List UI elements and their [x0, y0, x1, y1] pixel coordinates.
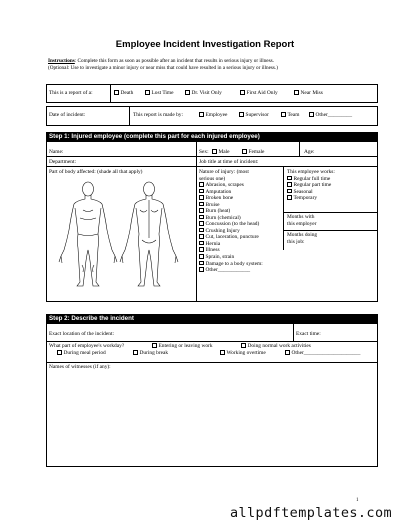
option-death[interactable]: Death	[114, 90, 133, 97]
checkbox[interactable]	[199, 247, 204, 252]
step1-header: Step 1: Injured employee (complete this part for each injured employee)	[46, 132, 378, 141]
option-overtime[interactable]: Working overtime	[220, 350, 266, 357]
age-label: Age:	[304, 149, 315, 155]
checkbox[interactable]	[199, 234, 204, 239]
body-back-figure	[120, 182, 178, 286]
option-break[interactable]: During break	[133, 350, 168, 357]
checkbox[interactable]	[199, 254, 204, 259]
months-employer-label-2: this employer	[287, 220, 317, 227]
divider	[196, 141, 197, 302]
checkbox[interactable]	[199, 195, 204, 200]
instructions-line2: (Optional: Use to investigate a minor injury or near miss that could have resulted in a serious injury or illness.)	[48, 64, 278, 71]
works-list	[287, 176, 331, 202]
workday-label: What part of employee's workday?	[49, 343, 125, 349]
injury-label-1: Nature of injury: (most	[199, 169, 249, 175]
checkbox[interactable]	[199, 215, 204, 220]
injury-option[interactable]: Burn (chemical)	[199, 215, 263, 222]
works-option[interactable]: Seasonal	[287, 189, 331, 196]
injury-option[interactable]: Bruise	[199, 202, 263, 209]
checkbox[interactable]	[240, 90, 245, 95]
injury-option[interactable]: Illness	[199, 247, 263, 254]
checkbox[interactable]	[242, 149, 247, 154]
job-title-label: Job title at time of incident:	[199, 159, 259, 165]
option-supervisor[interactable]: Supervisor	[239, 112, 269, 119]
checkbox[interactable]	[241, 343, 246, 348]
checkbox[interactable]	[199, 221, 204, 226]
checkbox[interactable]	[199, 228, 204, 233]
injury-option[interactable]: Sprain, strain	[199, 254, 263, 261]
injury-list	[199, 182, 263, 274]
divider	[283, 212, 378, 213]
checkbox[interactable]	[114, 90, 119, 95]
injury-option[interactable]: Crushing Injury	[199, 228, 263, 235]
injury-option[interactable]: Hernia	[199, 241, 263, 248]
time-label: Exact time:	[296, 331, 321, 337]
checkbox[interactable]	[185, 90, 190, 95]
report-by-label: This report is made by:	[133, 112, 184, 118]
body-diagram[interactable]	[56, 180, 186, 288]
checkbox[interactable]	[133, 350, 138, 355]
option-team[interactable]: Team	[281, 112, 299, 119]
injury-option[interactable]: Cut, laceration, puncture	[199, 234, 263, 241]
option-entering-leaving[interactable]: Entering or leaving work	[152, 343, 213, 350]
checkbox[interactable]	[287, 189, 292, 194]
checkbox[interactable]	[199, 261, 204, 266]
page-number: 1	[356, 498, 359, 503]
checkbox[interactable]	[199, 208, 204, 213]
divider	[46, 341, 378, 342]
location-label: Exact location of the incident:	[49, 331, 114, 337]
works-label: This employee works:	[287, 169, 335, 175]
instructions-label: Instructions	[48, 58, 75, 64]
divider	[46, 362, 378, 363]
option-near-miss[interactable]: Near Miss	[294, 90, 323, 97]
checkbox[interactable]	[199, 112, 204, 117]
injury-label-2: serious one)	[199, 175, 226, 182]
witnesses-label: Names of witnesses (if any):	[49, 364, 111, 370]
injury-option[interactable]: Broken bone	[199, 195, 263, 202]
divider	[299, 141, 300, 156]
divider	[46, 156, 378, 157]
option-dr-visit[interactable]: Dr. Visit Only	[185, 90, 222, 97]
body-front-figure	[59, 182, 117, 286]
injury-option[interactable]: Abrasion, scrapes	[199, 182, 263, 189]
works-option[interactable]: Regular full time	[287, 176, 331, 183]
checkbox[interactable]	[281, 112, 286, 117]
watermark: allpdftemplates.com	[229, 505, 392, 521]
months-employer-label-1: Months with	[287, 214, 315, 220]
instructions-line1: : Complete this form as soon as possible after an incident that results in serious injury or illness.	[74, 58, 274, 64]
instructions	[48, 58, 378, 71]
department-label: Department:	[49, 159, 76, 165]
option-lost-time[interactable]: Lost Time	[145, 90, 174, 97]
checkbox[interactable]	[285, 350, 290, 355]
checkbox[interactable]	[199, 241, 204, 246]
checkbox[interactable]	[152, 343, 157, 348]
step2-header: Step 2: Describe the incident	[46, 314, 378, 323]
option-other[interactable]: Other_________	[309, 112, 352, 119]
divider	[46, 166, 378, 167]
checkbox[interactable]	[287, 176, 292, 181]
months-job-label-2: this job:	[287, 238, 305, 245]
checkbox[interactable]	[309, 112, 314, 117]
option-female[interactable]: Female	[242, 149, 264, 156]
injury-option[interactable]: Burn (heat)	[199, 208, 263, 215]
option-normal-work[interactable]: Doing normal work activities	[241, 343, 311, 350]
checkbox[interactable]	[57, 350, 62, 355]
checkbox[interactable]	[287, 195, 292, 200]
checkbox[interactable]	[199, 189, 204, 194]
option-first-aid[interactable]: First Aid Only	[240, 90, 278, 97]
option-male[interactable]: Male	[212, 149, 230, 156]
works-option[interactable]: Temporary	[287, 195, 331, 202]
name-label: Name:	[49, 149, 64, 155]
option-workday-other[interactable]: Other_____________________	[285, 350, 360, 357]
works-option[interactable]: Regular part time	[287, 182, 331, 189]
divider	[293, 323, 294, 341]
divider	[129, 106, 130, 126]
divider	[283, 230, 378, 231]
sex-label: Sex:	[199, 149, 209, 155]
divider	[110, 84, 111, 103]
checkbox[interactable]	[212, 149, 217, 154]
injury-option[interactable]: Concussion (to the head)	[199, 221, 263, 228]
checkbox[interactable]	[199, 182, 204, 187]
injury-option[interactable]: Other____________	[199, 267, 263, 274]
checkbox[interactable]	[287, 182, 292, 187]
checkbox[interactable]	[239, 112, 244, 117]
checkbox[interactable]	[220, 350, 225, 355]
months-job-label-1: Months doing	[287, 232, 318, 238]
option-meal-period[interactable]: During meal period	[57, 350, 106, 357]
injury-option[interactable]: Amputation	[199, 189, 263, 196]
injury-option[interactable]: Damage to a body system:	[199, 261, 263, 268]
incident-date-label: Date of incident:	[49, 112, 86, 118]
checkbox[interactable]	[199, 202, 204, 207]
checkbox[interactable]	[294, 90, 299, 95]
body-part-label: Part of body affected: (shade all that apply)	[49, 169, 143, 175]
checkbox[interactable]	[145, 90, 150, 95]
divider	[283, 166, 284, 250]
checkbox[interactable]	[199, 267, 204, 272]
page-title: Employee Incident Investigation Report	[115, 39, 295, 50]
report-type-label: This is a report of a:	[49, 90, 93, 96]
option-employee[interactable]: Employee	[199, 112, 227, 119]
